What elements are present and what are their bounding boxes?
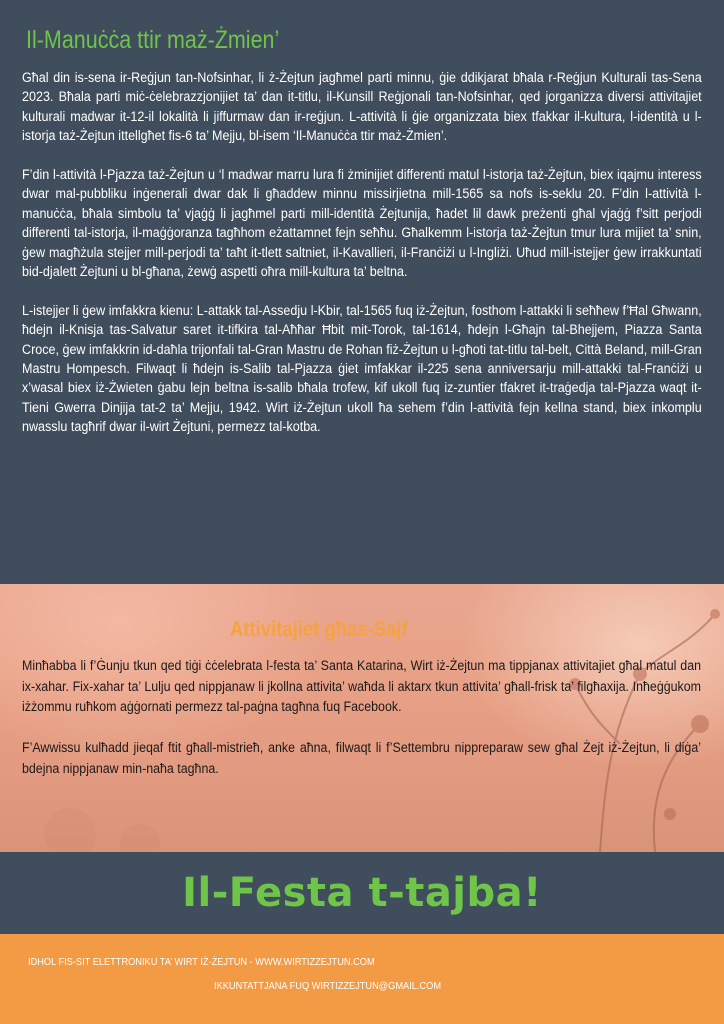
summer-article	[22, 656, 701, 800]
article-paragraph: L-istejjer li ġew imfakkra kienu: L-attakk tal-Assedju l-Kbir, tal-1565 fuq iż-Żejtun, fosthom l-attakki li seħħew f’Ħal Għwann, ħdejn il-Knisja tas-Salvatur saret it-tifkira tal-Aħħar Ħbit mit-Torok, tal-1614, ħdejn l-Għajn tal-Bhejjem, Piazza Santa Croce, ġew imfakkrin id-daħla trijonfali tal-Gran Mastru de Rohan fiż-Żejtun u l-għoti tat-titlu tal-belt, Città Beland, mill-Gran Mastru Hompesch. Filwaqt li ħdejn is-Salib tal-Pjazza ġiet imfakkar il-225 sena anniversarju mill-attakki tal-Franċiżi u x’wasal biex iż-Żwieten ġabu lejn beltna is-salib bħala trofew, kif ukoll fuq iz-zuntier tfakret it-traġedja tal-Pjazza waqt it-Tieni Gwerra Dinjija tat-2 ta’ Mejju, 1942. Wirt iż-Żejtun ukoll ħa sehem f’din l-attività fejn kellna stand, biex inkomplu nwasslu tagħrif dwar il-wirt Żejtuni, permezz tal-kotba.	[22, 302, 702, 436]
section-title-manucca: Il-Manuċċa ttir maż-Żmien’	[26, 26, 280, 54]
history-article	[22, 69, 702, 438]
article-paragraph: Għal din is-sena ir-Reġjun tan-Nofsinhar, li ż-Żejtun jagħmel parti minnu, ġie ddikjarat bħala r-Reġjun Kulturali tas-Sena 2023. Bħala parti miċ-ċelebrazzjonijiet ta’ dan it-titlu, il-Kunsill Reġjonali tan-Nofsinhar, qed jorganizza diversi attivitajiet kulturali madwar it-12-il lokalità li jiffurmaw dan ir-reġjun. L-attività li ġie organizzata biex tfakkar il-kultura, l-identità u l-istorja taż-Żejtun ittellgħet fis-6 ta’ Mejju, bl-isem ‘Il-Manuċċa ttir maż-Żmien’.	[22, 70, 702, 145]
section-title-summer: Attivitajiet għas-Sajf	[230, 618, 408, 641]
footer-contact-text: IKKUNTATTJANA FUQ WIRTIZZEJTUN@GMAIL.COM	[214, 980, 442, 992]
footer-website-text: IDHOL FIS-SIT ELETTRONIKU TA’ WIRT IŻ-ŻEJTUN - WWW.WIRTIZZEJTUN.COM	[28, 956, 375, 968]
article-paragraph: Minħabba li f’Ġunju tkun qed tiġi ċċelebrata l-festa ta’ Santa Katarina, Wirt iż-Żejtun ma tippjanax attivitajiet għal matul dan ix-xahar. Fix-xahar ta’ Lulju qed nippjanaw li jkollna attivita’ waħda li aktarx tkun attivita’ għall-frisk ta’ filgħaxija. Inħeġġukom iżżommu ruħkom aġġornati permezz tal-paġna tagħna fuq Facebook.	[22, 658, 701, 715]
article-paragraph: F’din l-attività l-Pjazza taż-Żejtun u ‘l madwar marru lura fi żminijiet differenti matul l-istorja taż-Żejtun, biex iqajmu interess dwar mal-pubbliku inġenerali dwar dak li għaddew minnu missirjietna mill-1565 sa nofs is-seklu 20. F’din l-attività l-manuċċa, bħala simbolu ta’ vjaġġ li jagħmel parti mill-identità Żejtunija, ħadet lil dawk preżenti għal vjaġġ f’sitt perjodi differenti tal-istorja, il-maġġoranza tagħhom eżattamnet fejn seħħu. Għalkemm l-istorja taż-Żejtun tmur lura mijiet ta’ snin, ġew magħżula stejjer mill-perjodi ta’ taħt it-tlett saltniet, il-Kavallieri, il-Franċiżi u l-Ingliżi. Uħud mill-istejjer ġew irrakkuntati bid-djalett Żejtuni u bl-għana, żewġ aspetti oħra mill-kultura ta’ beltna.	[22, 167, 702, 281]
festa-banner	[0, 852, 724, 934]
article-paragraph: F’Awwissu kulħadd jieqaf ftit għall-mistrieħ, anke aħna, filwaqt li f’Settembru nippreparaw sew għal Żejt iż-Żejtun, li diġa’ bdejna nippjanaw min-naħa tagħna.	[22, 740, 701, 777]
footer	[0, 934, 724, 1024]
summer-activities-section	[0, 584, 724, 852]
festa-title: Il-Festa t-tajba!	[182, 870, 542, 916]
